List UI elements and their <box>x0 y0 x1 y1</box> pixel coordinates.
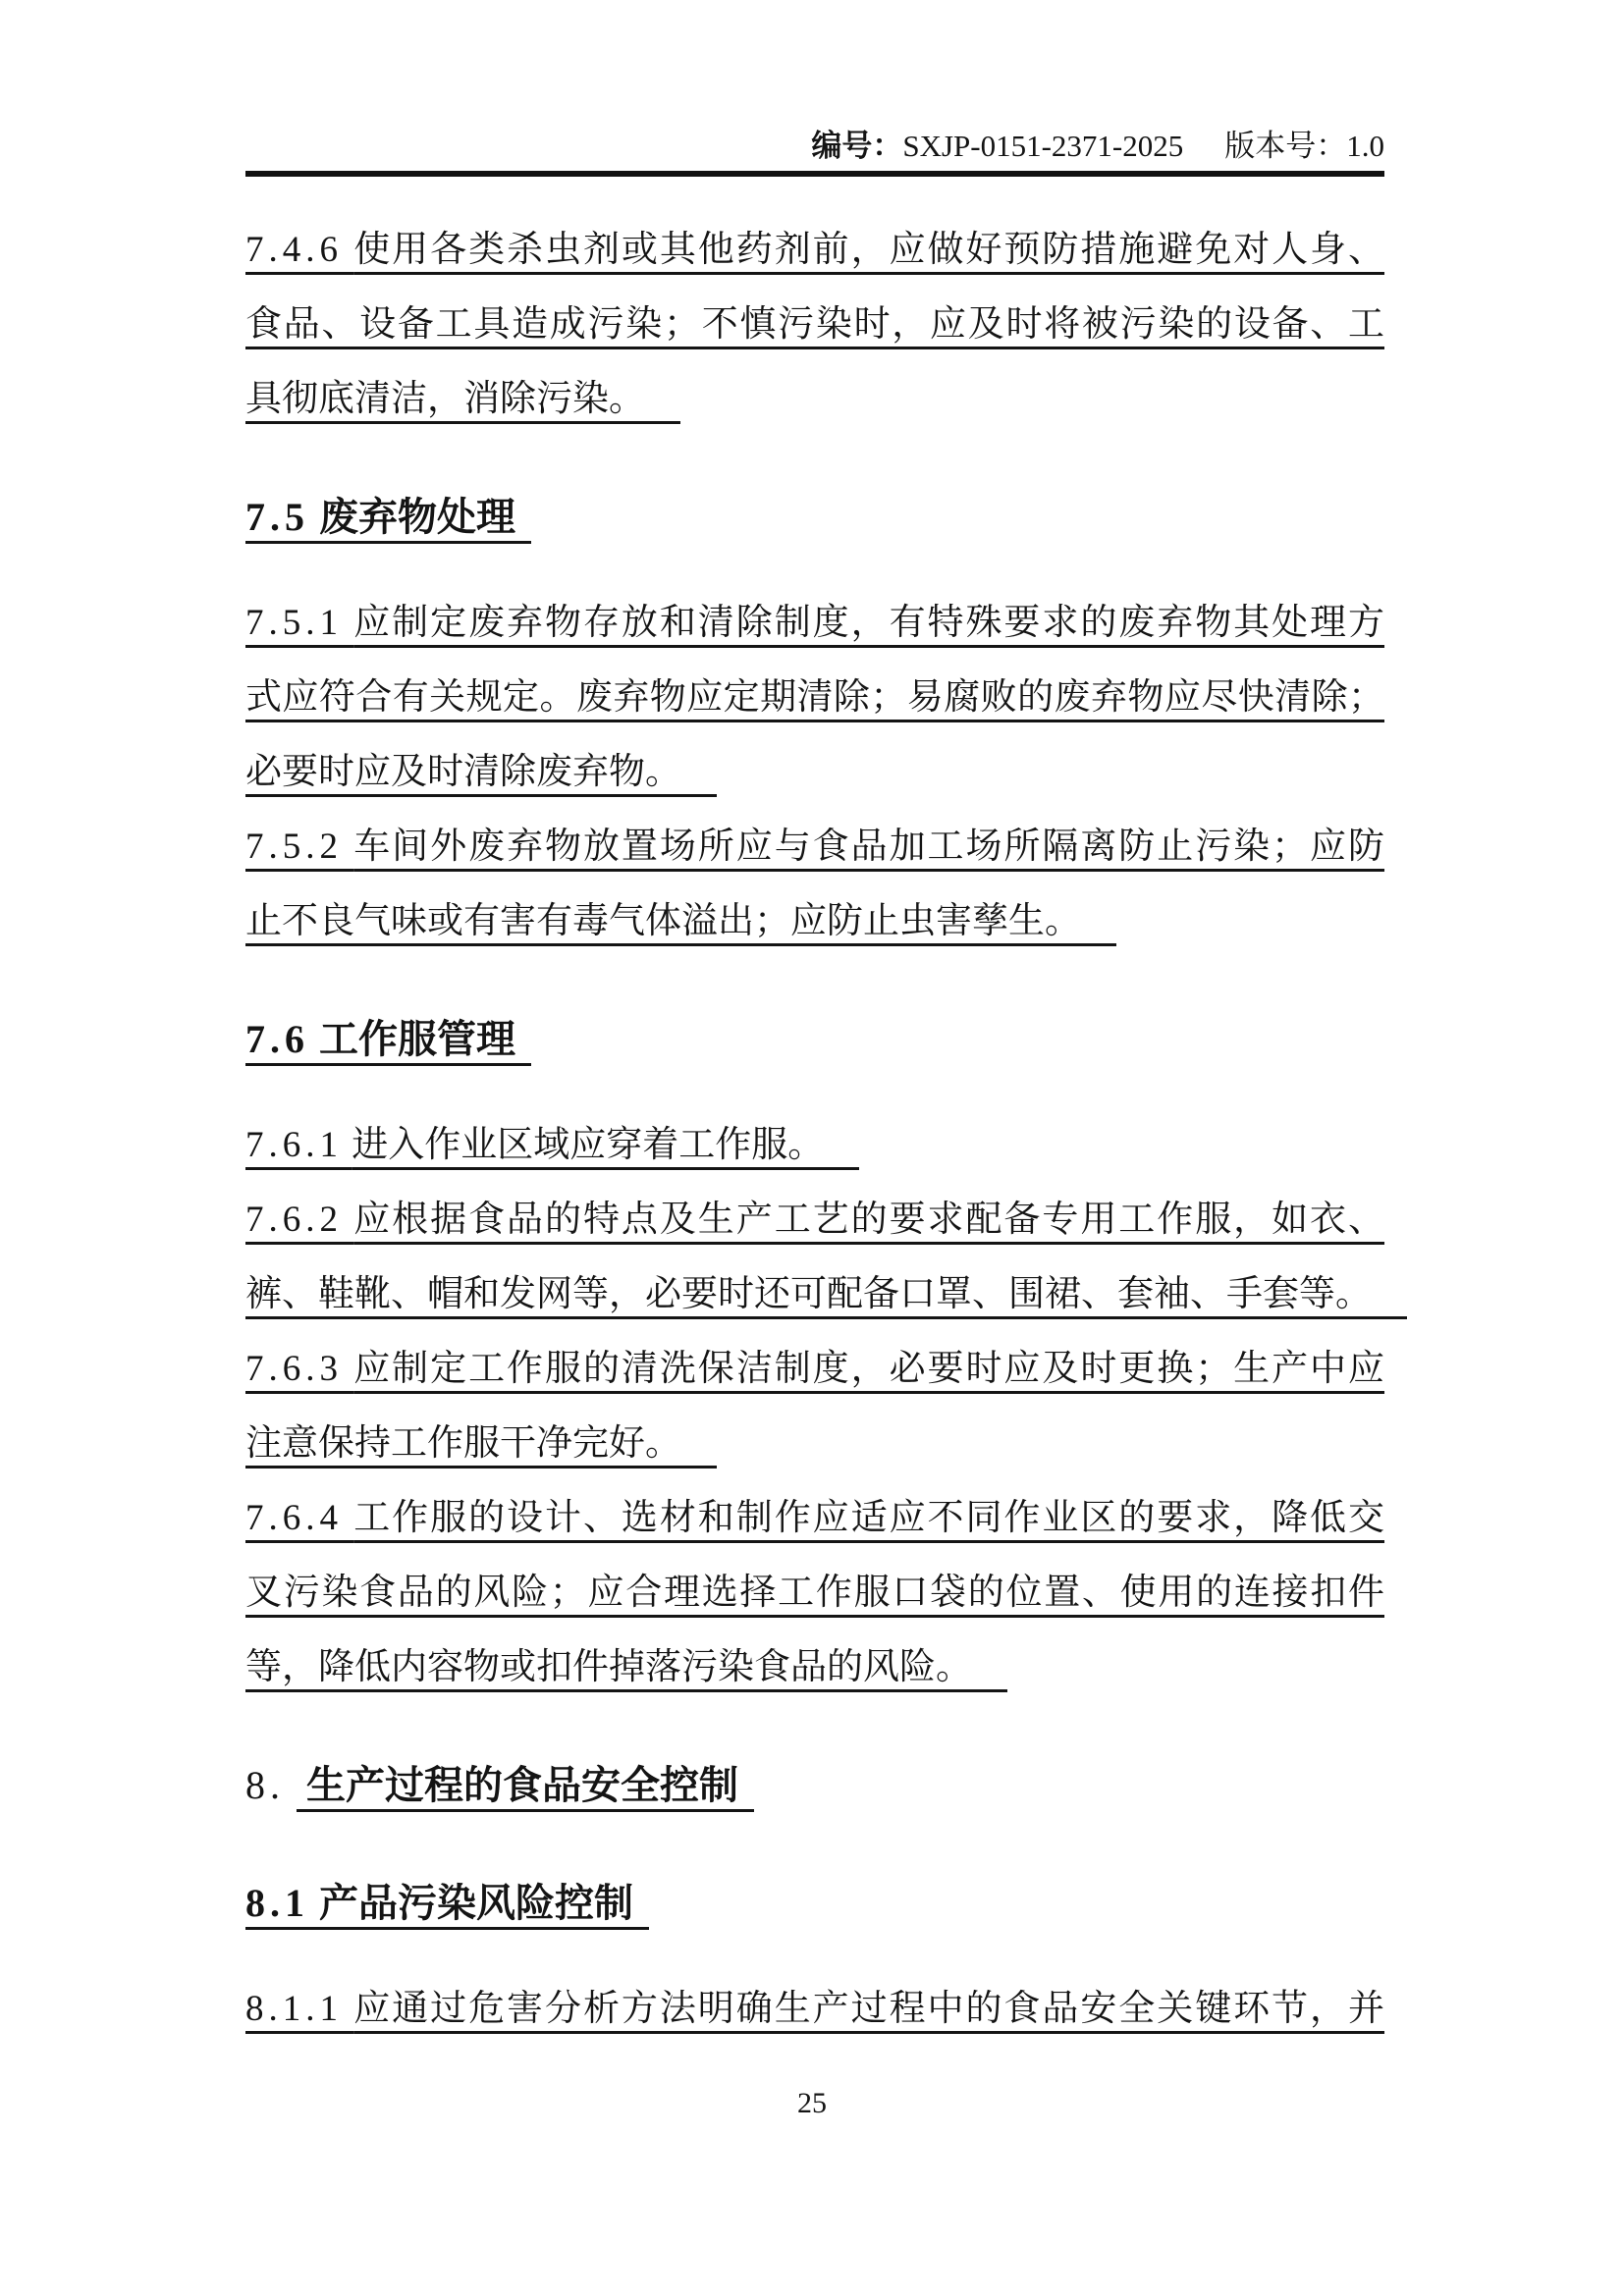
clause-paragraph <box>245 213 1384 437</box>
clause-text: 必要时应及时清除废弃物。 <box>245 752 681 792</box>
text-line <box>245 884 1384 959</box>
clause-text: 应通过危害分析方法明确生产过程中的食品安全关键环节，并 <box>353 1989 1385 2029</box>
doc-code-label: 编号： <box>811 129 903 163</box>
doc-code-value: SXJP-0151-2371-2025 <box>902 129 1184 163</box>
text-line <box>245 810 1384 884</box>
text-line <box>245 288 1384 362</box>
clause-text: 具彻底清洁，消除污染。 <box>245 379 645 419</box>
clause-number: 8. <box>245 1763 285 1807</box>
clause-paragraph <box>245 1481 1384 1705</box>
text-line <box>245 1257 1384 1332</box>
doc-version-value: 1.0 <box>1346 129 1384 163</box>
text-line <box>245 213 1384 288</box>
section-heading <box>245 1866 1384 1941</box>
heading-line <box>245 1748 1384 1823</box>
clause-number: 7.6.2 <box>245 1200 343 1240</box>
clause-text: 车间外废弃物放置场所应与食品加工场所隔离防止污染；应防 <box>353 827 1385 867</box>
page-number: 25 <box>797 2087 827 2119</box>
clause-number: 7.5.1 <box>245 603 343 643</box>
text-line <box>245 1556 1384 1630</box>
clause-text: 等，降低内容物或扣件掉落污染食品的风险。 <box>245 1647 972 1687</box>
clause-paragraph <box>245 1972 1384 2047</box>
document-body <box>245 171 1384 2047</box>
text-line <box>245 661 1384 735</box>
clause-text: 应制定工作服的清洗保洁制度，必要时应及时更换；生产中应 <box>353 1349 1385 1389</box>
text-line <box>245 1630 1384 1705</box>
clause-text: 注意保持工作服干净完好。 <box>245 1423 681 1464</box>
clause-number: 7.6 <box>245 1017 309 1061</box>
clause-number: 7.4.6 <box>245 230 343 270</box>
clause-text: 叉污染食品的风险；应合理选择工作服口袋的位置、使用的连接扣件 <box>245 1573 1384 1613</box>
clause-paragraph <box>245 1183 1384 1332</box>
heading-text: 产品污染风险控制 <box>319 1881 633 1925</box>
clause-number: 8.1.1 <box>245 1989 343 2029</box>
clause-text: 裤、鞋靴、帽和发网等，必要时还可配备口罩、围裙、套袖、手套等。 <box>245 1274 1372 1314</box>
clause-text: 进入作业区域应穿着工作服。 <box>352 1125 825 1165</box>
clause-paragraph <box>245 1108 1384 1183</box>
heading-text: 废弃物处理 <box>319 495 515 539</box>
heading-text: 生产过程的食品安全控制 <box>306 1763 738 1807</box>
clause-number: 7.6.4 <box>245 1498 343 1538</box>
text-line <box>245 586 1384 661</box>
clause-text: 使用各类杀虫剂或其他药剂前，应做好预防措施避免对人身、 <box>353 230 1385 270</box>
clause-number: 7.6.1 <box>245 1125 343 1165</box>
text-line <box>245 362 1384 437</box>
document-header <box>245 0 1384 177</box>
text-line <box>245 1332 1384 1407</box>
text-line <box>245 1972 1384 2047</box>
clause-paragraph <box>245 1332 1384 1481</box>
clause-text: 食品、设备工具造成污染；不慎污染时，应及时将被污染的设备、工 <box>245 304 1384 345</box>
heading-line <box>245 480 1384 555</box>
doc-version-label: 版本号： <box>1224 129 1347 163</box>
clause-text: 式应符合有关规定。废弃物应定期清除；易腐败的废弃物应尽快清除； <box>245 677 1384 718</box>
text-line <box>245 735 1384 810</box>
clause-text: 止不良气味或有害有毒气体溢出；应防止虫害孳生。 <box>245 901 1081 941</box>
clause-paragraph <box>245 586 1384 810</box>
clause-number: 8.1 <box>245 1881 309 1925</box>
clause-text: 工作服的设计、选材和制作应适应不同作业区的要求，降低交 <box>353 1498 1385 1538</box>
text-line <box>245 1108 1384 1183</box>
text-line <box>245 1407 1384 1481</box>
section-heading <box>245 1748 1384 1823</box>
document-footer <box>0 2083 1624 2124</box>
text-line <box>245 1183 1384 1257</box>
section-heading <box>245 1002 1384 1077</box>
clause-number: 7.5 <box>245 495 309 539</box>
clause-number: 7.5.2 <box>245 827 343 867</box>
heading-text: 工作服管理 <box>319 1017 515 1061</box>
clause-text: 应制定废弃物存放和清除制度，有特殊要求的废弃物其处理方 <box>353 603 1385 643</box>
text-line <box>245 1481 1384 1556</box>
section-heading <box>245 480 1384 555</box>
heading-line <box>245 1002 1384 1077</box>
clause-paragraph <box>245 810 1384 959</box>
heading-line <box>245 1866 1384 1941</box>
clause-number: 7.6.3 <box>245 1349 343 1389</box>
clause-text: 应根据食品的特点及生产工艺的要求配备专用工作服，如衣、 <box>353 1200 1385 1240</box>
